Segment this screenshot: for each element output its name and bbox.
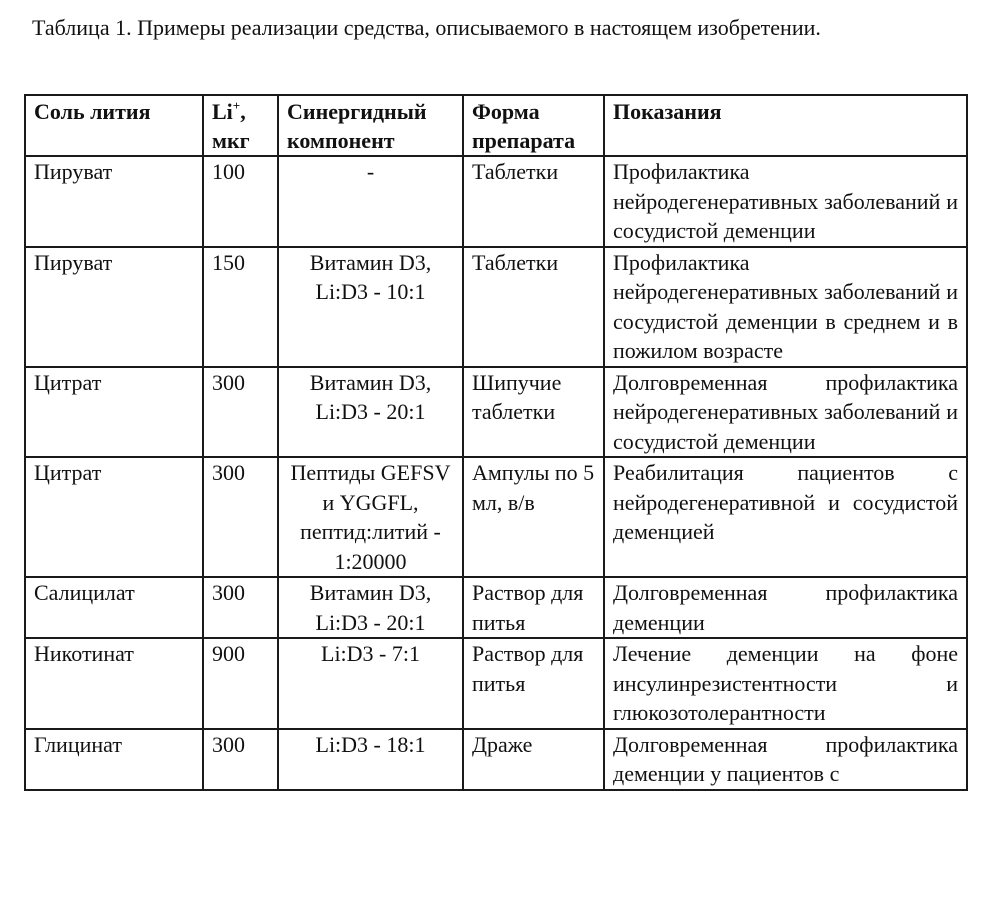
cell-form: Драже [463,729,604,790]
header-li-unit: , мкг [212,99,250,153]
cell-form: Таблетки [463,247,604,367]
header-synergy-component: Синергидный компонент [278,95,463,156]
table-caption: Таблица 1. Примеры реализации средства, описываемого в настоящем изобретении. [32,15,821,40]
cell-indication: Профилактика нейродегенеративных заболеваний и сосудистой деменции [604,156,967,247]
cell-synergy: Li:D3 - 7:1 [278,638,463,729]
cell-li-dose: 300 [203,729,278,790]
header-lithium-salt: Соль лития [25,95,203,156]
cell-form: Раствор для питья [463,638,604,729]
cell-synergy: Пептиды GEFSV и YGGFL, пептид:литий - 1:20000 [278,457,463,577]
table-row [25,577,967,638]
header-li-symbol: Li [212,99,233,124]
cell-form: Шипучие таблетки [463,367,604,458]
cell-indication: Лечение деменции на фоне инсулинрезистентности и глюкозотолерантности [604,638,967,729]
header-indications: Показания [604,95,967,156]
cell-li-dose: 300 [203,457,278,577]
cell-indication: Профилактика нейродегенеративных заболеваний и сосудистой деменции в среднем и в пожилом возрасте [604,247,967,367]
cell-li-dose: 150 [203,247,278,367]
table-header-row [25,95,967,156]
cell-salt: Цитрат [25,457,203,577]
cell-synergy: Витамин D3, Li:D3 - 20:1 [278,367,463,458]
header-li-charge: + [232,98,241,113]
cell-salt: Цитрат [25,367,203,458]
cell-synergy: Витамин D3, Li:D3 - 20:1 [278,577,463,638]
lithium-preparations-table [24,94,968,791]
cell-li-dose: 900 [203,638,278,729]
cell-indication: Долговременная профилактика деменции у пациентов с [604,729,967,790]
cell-li-dose: 300 [203,577,278,638]
table-row [25,457,967,577]
cell-indication: Реабилитация пациентов с нейродегенеративной и сосудистой деменцией [604,457,967,577]
cell-salt: Салицилат [25,577,203,638]
table-row [25,729,967,790]
cell-synergy: Li:D3 - 18:1 [278,729,463,790]
header-lithium-dose [203,95,278,156]
header-dosage-form: Форма препарата [463,95,604,156]
cell-form: Раствор для питья [463,577,604,638]
cell-salt: Пируват [25,247,203,367]
table-row [25,367,967,458]
cell-indication: Долговременная профилактика нейродегенеративных заболеваний и сосудистой деменции [604,367,967,458]
cell-salt: Пируват [25,156,203,247]
cell-form: Ампулы по 5 мл, в/в [463,457,604,577]
table-row [25,156,967,247]
table-row [25,247,967,367]
cell-li-dose: 300 [203,367,278,458]
cell-li-dose: 100 [203,156,278,247]
cell-synergy: Витамин D3, Li:D3 - 10:1 [278,247,463,367]
cell-salt: Никотинат [25,638,203,729]
cell-form: Таблетки [463,156,604,247]
cell-salt: Глицинат [25,729,203,790]
table-row [25,638,967,729]
cell-indication: Долговременная профилактика деменции [604,577,967,638]
cell-synergy: - [278,156,463,247]
